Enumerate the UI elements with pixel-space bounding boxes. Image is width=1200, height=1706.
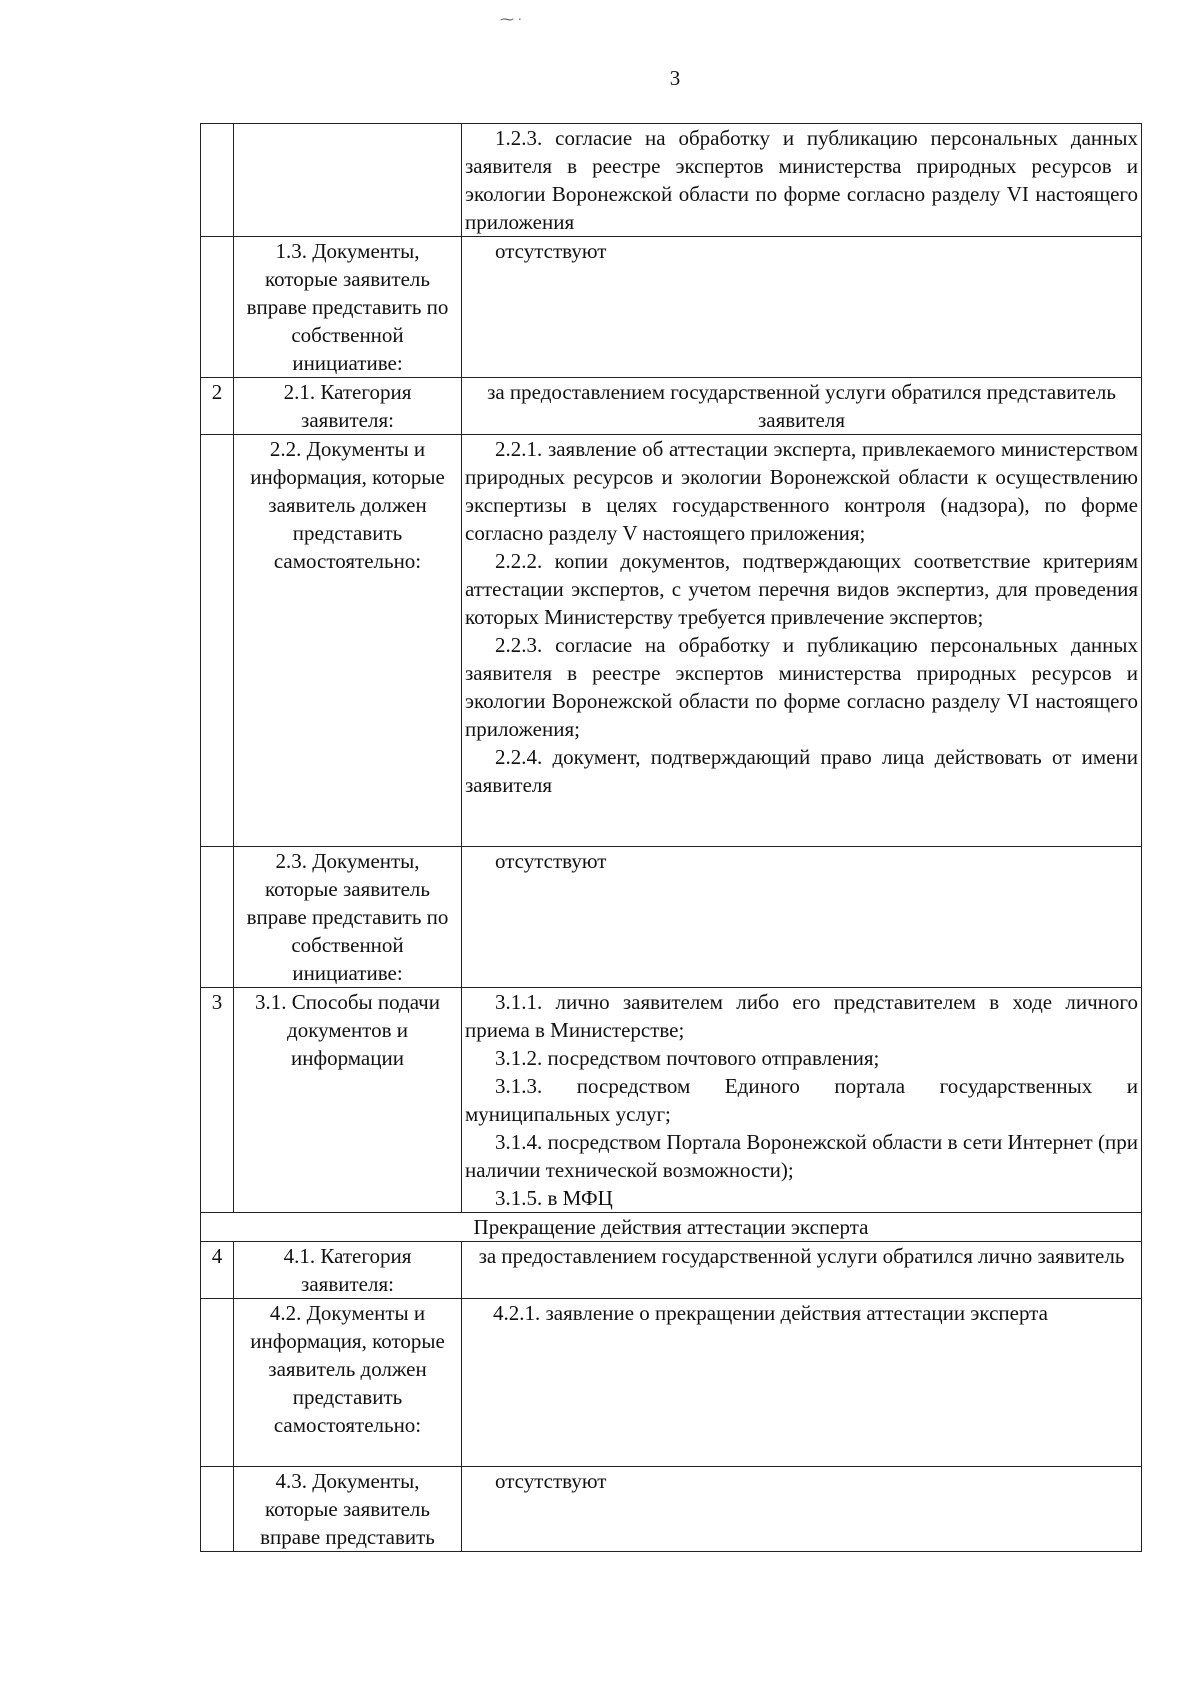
section-row (201, 1213, 1142, 1242)
row-number (201, 237, 234, 378)
row-number (201, 1467, 234, 1552)
row-label: 1.3. Документы, которые заявитель вправе представить по собственной инициативе: (234, 237, 462, 378)
list-item: 3.1.4. посредством Портала Воронежской области в сети Интернет (при наличии технической возможности); (465, 1130, 1138, 1182)
list-item: 4.2.1. заявление о прекращении действия аттестации эксперта (493, 1301, 1048, 1325)
row-label: 4.2. Документы и информация, которые заявитель должен представить самостоятельно: (234, 1299, 462, 1467)
row-number: 2 (201, 378, 234, 435)
table-row (201, 988, 1142, 1213)
row-value: отсутствуют (495, 239, 607, 263)
scan-artifact: ⁓ · (500, 13, 523, 28)
row-content (462, 237, 1142, 378)
list-item: 3.1.5. в МФЦ (495, 1186, 613, 1210)
table-row (201, 1299, 1142, 1467)
table-row (201, 1242, 1142, 1299)
row-number: 4 (201, 1242, 234, 1299)
list-item: 2.2.4. документ, подтверждающий право лица действовать от имени заявителя (465, 745, 1138, 797)
row-number (201, 1299, 234, 1467)
row-label: 4.1. Категория заявителя: (234, 1242, 462, 1299)
list-item: 2.2.1. заявление об аттестации эксперта, привлекаемого министерством природных ресурсов и экологии Воронежской области к осуществлению экспертизы в целях государственного контроля (надзора), по форме согласно разделу V настоящего приложения; (465, 437, 1138, 545)
row-label: 2.3. Документы, которые заявитель вправе представить по собственной инициативе: (234, 847, 462, 988)
table-row (201, 237, 1142, 378)
list-item: 3.1.3. посредством Единого портала государственных и муниципальных услуг; (465, 1074, 1138, 1126)
row-number (201, 124, 234, 237)
table-row (201, 847, 1142, 988)
table-row (201, 1467, 1142, 1552)
row-content (462, 435, 1142, 847)
row-number: 3 (201, 988, 234, 1213)
row-value: отсутствуют (495, 1469, 607, 1493)
row-number (201, 435, 234, 847)
row-content (462, 124, 1142, 237)
section-heading: Прекращение действия аттестации эксперта (201, 1213, 1142, 1242)
list-item: 3.1.1. лично заявителем либо его представителем в ходе личного приема в Министерстве; (465, 990, 1138, 1042)
row-label: 4.3. Документы, которые заявитель вправе представить (234, 1467, 462, 1552)
row-content (462, 847, 1142, 988)
row-label: 2.2. Документы и информация, которые заявитель должен представить самостоятельно: (234, 435, 462, 847)
table-row (201, 124, 1142, 237)
row-content (462, 1467, 1142, 1552)
table-row (201, 378, 1142, 435)
list-item: 3.1.2. посредством почтового отправления; (495, 1046, 880, 1070)
list-item: 1.2.3. согласие на обработку и публикацию персональных данных заявителя в реестре экспертов министерства природных ресурсов и экологии Воронежской области по форме согласно разделу VI настоящего приложения (465, 126, 1138, 234)
page-number: 3 (669, 66, 681, 90)
list-item: 2.2.2. копии документов, подтверждающих соответствие критериям аттестации экспертов, с учетом перечня видов экспертиз, для проведения которых Министерству требуется привлечение экспертов; (465, 549, 1138, 629)
row-content (462, 1299, 1142, 1467)
row-label: 3.1. Способы подачи документов и информации (234, 988, 462, 1213)
requirements-table (200, 123, 1142, 1552)
row-content: за предоставлением государственной услуги обратился лично заявитель (462, 1242, 1142, 1299)
row-label (234, 124, 462, 237)
table-row (201, 435, 1142, 847)
row-content: за предоставлением государственной услуги обратился представитель заявителя (462, 378, 1142, 435)
list-item: 2.2.3. согласие на обработку и публикацию персональных данных заявителя в реестре экспертов министерства природных ресурсов и экологии Воронежской области по форме согласно разделу VI настоящего приложения; (465, 633, 1138, 741)
row-value: отсутствуют (495, 849, 607, 873)
row-number (201, 847, 234, 988)
row-label: 2.1. Категория заявителя: (234, 378, 462, 435)
row-content (462, 988, 1142, 1213)
